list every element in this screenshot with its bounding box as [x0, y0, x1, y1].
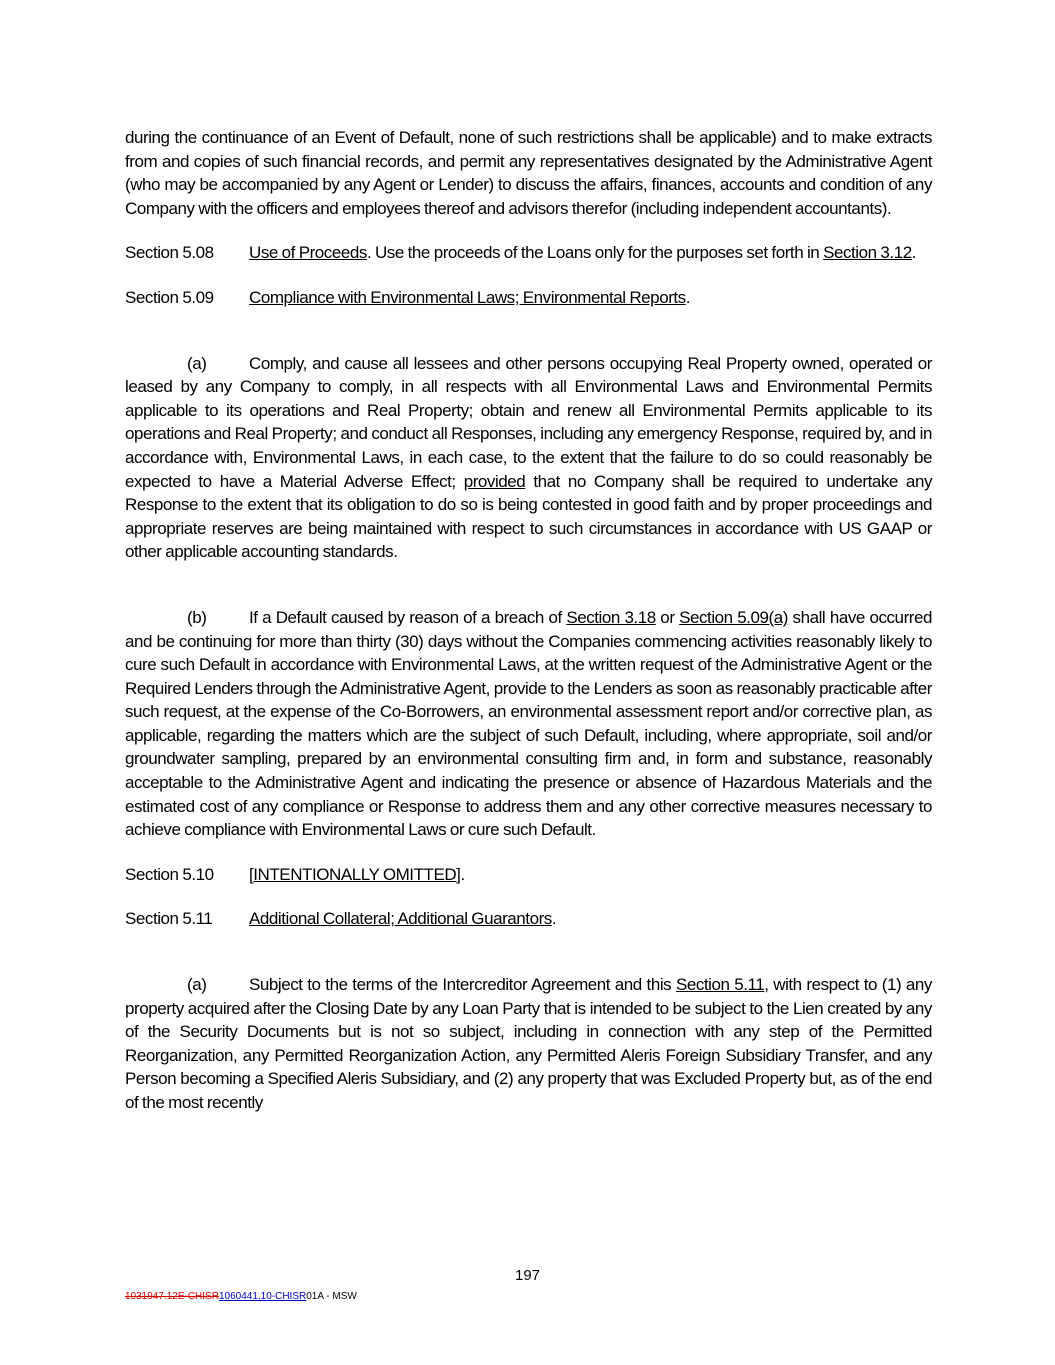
section-5-10-title-period: .	[460, 864, 465, 884]
page-number: 197	[514, 1267, 541, 1284]
section-5-09-title-period: .	[685, 287, 691, 307]
section-5-09-a	[125, 352, 932, 564]
section-5-09-a-text: Comply, and cause all lessees and other persons occupying Real Property owned, operated or leased by any Company to comply, in all respects with all Environmental Laws and Environmental Permits applicable to its operations and Real Property; obtain and renew all Environmental Permits applicable to its operations and Real Property; and conduct all Responses, including any emergency Response, required by, and in accordance with, Environmental Laws, in each case, to the extent that the failure to do so could reasonably be expected to have a Material Adverse Effect;	[125, 353, 932, 491]
section-5-10-title: [INTENTIONALLY OMITTED]	[249, 864, 461, 884]
deleted-document-code: 1031947.12E-CHISR	[125, 1291, 219, 1302]
section-5-08-label: Section 5.08	[125, 243, 214, 263]
section-5-08-title: Use of Proceeds	[249, 243, 367, 263]
section-5-09-b-text-1: If a Default caused by reason of a breach of	[249, 607, 567, 627]
section-5-11-a	[125, 973, 932, 1115]
section-5-09-title: Compliance with Environmental Laws; Environmental Reports	[249, 287, 686, 307]
section-5-09-b-text-2: or	[655, 607, 680, 627]
section-5-11-a-text: Subject to the terms of the Intercreditor Agreement and this	[249, 975, 676, 995]
section-5-11-title-period: .	[551, 909, 557, 929]
document-id-footer	[125, 1291, 357, 1302]
section-5-11-heading	[125, 907, 932, 931]
section-5-09-b-number: (b)	[187, 607, 207, 627]
section-5-11-label: Section 5.11	[125, 909, 213, 929]
intro-paragraph: during the continuance of an Event of Default, none of such restrictions shall be applicable) and to make extracts from and copies of such financial records, and permit any representatives designated by the Administrative Agent (who may be accompanied by any Agent or Lender) to discuss the affairs, finances, accounts and condition of any Company with the officers and employees thereof and advisors therefor (including independent accountants).	[125, 128, 932, 218]
section-5-09-b-text-3: shall have occurred and be continuing for more than thirty (30) days without the Companies commencing activities reasonably likely to cure such Default in accordance with Environmental Laws, at the written request of the Administrative Agent or the Required Lenders through the Administrative Agent, provide to the Lenders as soon as reasonably practicable after such request, at the expense of the Co-Borrowers, an environmental assessment report and/or corrective plan, as applicable, regarding the matters which are the subject of such Default, including, where appropriate, soil and/or groundwater sampling, prepared by an environmental consulting firm and, in form and substance, reasonably acceptable to the Administrative Agent and indicating the presence or absence of Hazardous Materials and the estimated cost of any compliance or Response to address them and any other corrective measures necessary to achieve compliance with Environmental Laws or cure such Default.	[125, 607, 932, 840]
inserted-document-code: 1060441.10-CHISR	[218, 1291, 307, 1302]
section-5-09a-reference: Section 5.09(a)	[679, 607, 788, 627]
section-5-08-text: Use the proceeds of the Loans only for the purposes set forth in	[374, 243, 824, 263]
section-5-10	[125, 863, 932, 887]
proviso-term: provided	[463, 471, 526, 491]
section-5-10-label: Section 5.10	[125, 864, 214, 884]
section-5-11-title: Additional Collateral; Additional Guarantors	[249, 909, 552, 929]
section-5-08-end-period: .	[911, 243, 916, 263]
section-3-12-reference: Section 3.12	[823, 243, 912, 263]
section-5-09-a-text-after: that no Company shall be required to undertake any Response to the extent that its obligation to do so is being contested in good faith and by proper proceedings and appropriate reserves are being maintained with respect to such circumstances in accordance with US GAAP or other applicable accounting standards.	[125, 471, 932, 562]
section-5-09-b	[125, 606, 932, 842]
section-5-11-a-number: (a)	[187, 975, 207, 995]
section-5-08-title-period: .	[366, 243, 375, 263]
page-content	[125, 126, 932, 1115]
section-5-11-reference: Section 5.11	[675, 975, 765, 995]
section-5-08	[125, 241, 932, 265]
section-5-09-label: Section 5.09	[125, 287, 214, 307]
section-3-18-reference: Section 3.18	[566, 607, 656, 627]
section-5-09-heading	[125, 286, 932, 310]
section-5-11-a-text-after: , with respect to (1) any property acquired after the Closing Date by any Loan Party that is intended to be subject to the Lien created by any of the Security Documents but is not so subject, including in connection with any step of the Permitted Reorganization, any Permitted Reorganization Action, any Permitted Aleris Foreign Subsidiary Transfer, and any Person becoming a Specified Aleris Subsidiary, and (2) any property that was Excluded Property but, as of the end of the most recently	[125, 975, 932, 1112]
document-code-suffix: 01A - MSW	[306, 1291, 357, 1302]
section-5-09-a-number: (a)	[187, 353, 207, 373]
